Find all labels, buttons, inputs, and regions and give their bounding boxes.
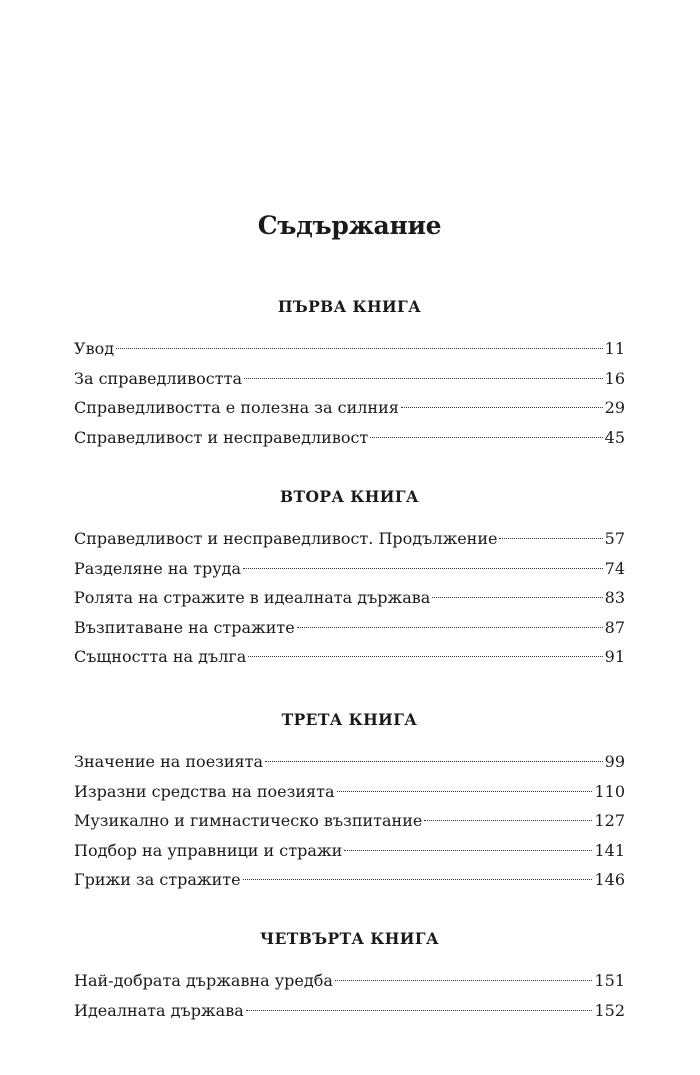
entry-title: Грижи за стражите [74,870,241,889]
entry-page-number: 127 [594,811,625,830]
entry-title: Най-добрата държавна уредба [74,971,333,990]
toc-section-3 [74,709,625,895]
page-title: Съдържание [257,211,442,240]
entry-title: Ролята на стражите в идеалната държава [74,588,431,607]
toc-section-2 [74,486,625,672]
entry-list [74,524,625,672]
toc-entry[interactable] [74,996,625,1026]
dot-leader [424,820,592,821]
dot-leader [297,627,603,628]
dot-leader [243,879,593,880]
toc-entry[interactable] [74,865,625,895]
entry-page-number: 141 [594,840,625,860]
toc-entry[interactable] [74,642,625,672]
dot-leader [337,791,593,792]
dot-leader [244,378,603,379]
entry-page-number: 99 [604,752,625,771]
toc-entry[interactable] [74,806,625,836]
toc-section-4 [74,928,625,1025]
entry-list [74,966,625,1025]
dot-leader [265,761,603,762]
entry-page-number: 146 [594,870,625,889]
entry-title: Увод [74,339,115,358]
entry-title: Изразни средства на поезията [74,781,335,801]
toc-entry[interactable] [74,583,625,613]
section-heading: ЧЕТВЪРТА КНИГА [260,929,439,948]
toc-entry[interactable] [74,966,625,996]
section-heading: ПЪРВА КНИГА [277,297,422,316]
entry-title: Справедливостта е полезна за силния [74,398,399,417]
entry-title: Възпитаване на стражите [74,617,295,637]
entry-title: Идеалната държава [74,1000,244,1020]
toc-entry[interactable] [74,334,625,364]
entry-page-number: 45 [604,427,625,447]
entry-title: Подбор на управници и стражи [74,840,343,860]
entry-page-number: 11 [604,339,625,358]
toc-entry[interactable] [74,747,625,777]
entry-page-number: 83 [604,588,625,607]
dot-leader [116,348,603,349]
entry-page-number: 29 [604,398,625,417]
toc-entry[interactable] [74,524,625,554]
section-heading: ТРЕТА КНИГА [281,710,418,729]
dot-leader [499,538,602,539]
entry-title: Разделяне на труда [74,558,242,578]
toc-entry[interactable] [74,423,625,453]
entry-title: За справедливостта [74,368,242,388]
dot-leader [335,980,593,981]
entry-list [74,747,625,895]
toc-entry[interactable] [74,554,625,584]
entry-title: Същността на дълга [74,647,247,666]
toc-entry[interactable] [74,836,625,866]
toc-section-1 [74,296,625,452]
dot-leader [432,597,602,598]
toc-entry[interactable] [74,613,625,643]
entry-title: Значение на поезията [74,752,264,771]
entry-page-number: 152 [594,1000,625,1020]
entry-list [74,334,625,452]
entry-page-number: 87 [604,617,625,637]
dot-leader [243,568,603,569]
toc-entry[interactable] [74,777,625,807]
entry-title: Справедливост и несправедливост. Продължение [74,529,498,548]
entry-page-number: 110 [594,781,625,801]
dot-leader [246,1010,593,1011]
dot-leader [344,850,592,851]
entry-page-number: 74 [604,558,625,578]
dot-leader [370,437,602,438]
entry-page-number: 16 [604,368,625,388]
entry-page-number: 151 [594,971,625,990]
entry-title: Музикално и гимнастическо възпитание [74,811,423,830]
entry-page-number: 57 [604,529,625,548]
toc-entry[interactable] [74,364,625,394]
entry-page-number: 91 [604,647,625,666]
dot-leader [401,407,603,408]
entry-title: Справедливост и несправедливост [74,427,369,447]
section-heading: ВТОРА КНИГА [280,487,419,506]
toc-entry[interactable] [74,393,625,423]
dot-leader [248,656,602,657]
